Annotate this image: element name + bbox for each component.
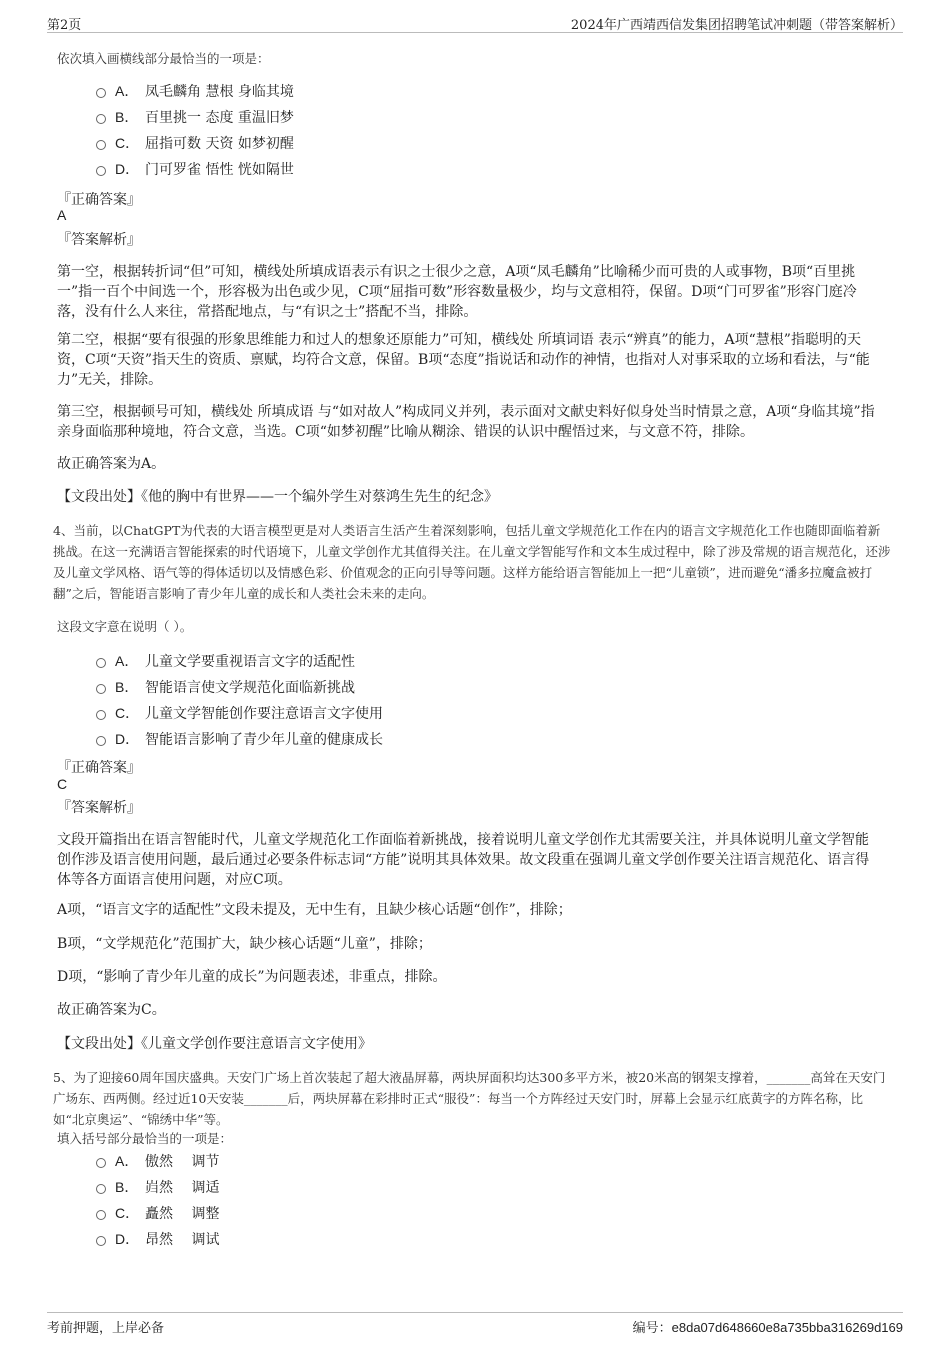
- radio-icon[interactable]: [96, 1184, 106, 1194]
- radio-icon[interactable]: [96, 1210, 106, 1220]
- radio-icon[interactable]: [96, 736, 106, 746]
- radio-icon[interactable]: [96, 658, 106, 668]
- page-number: 第2页: [47, 18, 82, 33]
- q4-analysis-conclusion: 故正确答案为C。: [57, 1002, 166, 1018]
- q5-option-d[interactable]: [96, 1226, 219, 1252]
- q5-prompt: 填入括号部分最恰当的一项是：: [57, 1131, 233, 1146]
- q4-analysis-p4: D项，“影响了青少年儿童的成长”为问题表述，非重点，排除。: [57, 969, 447, 985]
- option-text: 凤毛麟角 慧根 身临其境: [145, 84, 294, 100]
- radio-icon[interactable]: [96, 1236, 106, 1246]
- q4-text: 4、当前，以ChatGPT为代表的大语言模型更是对人类语言生活产生着深刻影响，包括儿童文学规范化工作在内的语言文字规范化工作也随即面临着新挑战。在这一充满语言智能探索的时代语境下，儿童文学创作尤其值得关注。在儿童文学智能写作和文本生成过程中，除了涉及常规的语言规范化，还涉及儿童文学风格、语气等的得体适切以及情感色彩、价值观念的正向引导等问题。这样方能给语言智能加上一把“儿童锁”，进而避免“潘多拉魔盒被打翻”之后，智能语言影响了青少年儿童的成长和人类社会未来的走向。: [53, 523, 891, 601]
- q3-analysis-p2: 第二空，根据“要有很强的形象思维能力和过人的想象还原能力”可知，横线处 所填词语 表示“辨真”的能力，A项“慧根”指聪明的天资，C项“天资”指天生的资质、禀赋，均符合文意，保留。B项“态度”指说话和动作的神情，也指对人对事采取的立场和看法，与“能力”无关，排除。: [57, 332, 870, 388]
- q3-source: 【文段出处】《他的胸中有世界——一个编外学生对蔡鸿生先生的纪念》: [57, 489, 498, 505]
- q4-answer: C: [57, 776, 68, 792]
- option-letter: D．: [115, 731, 140, 747]
- code-value: e8da07d648660e8a735bba316269d169: [671, 1320, 903, 1335]
- q4-analysis-p3: B项，“文学规范化”范围扩大，缺少核心话题“儿童”，排除；: [57, 936, 432, 952]
- q3-option-b[interactable]: [96, 104, 294, 130]
- option-text: 昂然 调试: [145, 1232, 220, 1248]
- option-text: 百里挑一 态度 重温旧梦: [145, 110, 294, 126]
- option-letter: B．: [115, 679, 139, 695]
- radio-icon[interactable]: [96, 1158, 106, 1168]
- q3-prompt: 依次填入画横线部分最恰当的一项是：: [57, 51, 270, 66]
- option-letter: A．: [115, 653, 139, 669]
- q5-text: 5、为了迎接60周年国庆盛典。天安门广场上首次装起了超大液晶屏幕，两块屏面积均达300多平方米，被20米高的钢架支撑着，_______高耸在天安门广场东、西两侧。经过近10天安装_______后，两块屏幕在彩排时正式“服役”：每当一个方阵经过天安门时，屏幕上会显示红底黄字的方阵名称，比如“北京奥运”、“锦绣中华”等。: [53, 1070, 886, 1127]
- q5-option-c[interactable]: [96, 1200, 219, 1226]
- page-footer: [47, 1312, 903, 1339]
- option-text: 傲然 调节: [145, 1154, 220, 1170]
- q4-prompt: 这段文字意在说明（ ）。: [57, 619, 193, 634]
- radio-icon[interactable]: [96, 140, 106, 150]
- option-text: 儿童文学要重视语言文字的适配性: [145, 654, 355, 670]
- option-text: 儿童文学智能创作要注意语言文字使用: [145, 706, 383, 722]
- radio-icon[interactable]: [96, 88, 106, 98]
- option-letter: A．: [115, 83, 139, 99]
- radio-icon[interactable]: [96, 710, 106, 720]
- q3-answer: A: [57, 207, 67, 223]
- option-text: 岿然 调适: [145, 1180, 220, 1196]
- q5-options: [96, 1148, 219, 1252]
- option-text: 门可罗雀 悟性 恍如隔世: [145, 162, 294, 178]
- q4-option-d[interactable]: [96, 726, 383, 752]
- code-label: 编号：: [632, 1321, 672, 1336]
- q4-source: 【文段出处】《儿童文学创作要注意语言文字使用》: [57, 1036, 372, 1052]
- q4-option-a[interactable]: [96, 648, 383, 674]
- option-letter: D．: [115, 161, 140, 177]
- q3-options: [96, 78, 294, 182]
- radio-icon[interactable]: [96, 114, 106, 124]
- q4-option-c[interactable]: [96, 700, 383, 726]
- q3-analysis-p3: 第三空，根据顿号可知，横线处 所填成语 与“如对故人”构成同义并列，表示面对文献史料好似身处当时情景之意，A项“身临其境”指亲身面临那种境地，符合文意，当选。C项“如梦初醒”比喻从糊涂、错误的认识中醒悟过来，与文意不符，排除。: [57, 404, 875, 440]
- option-letter: C．: [115, 135, 140, 151]
- q3-option-a[interactable]: [96, 78, 294, 104]
- option-letter: B．: [115, 1179, 139, 1195]
- q3-answer-label: 『正确答案』: [57, 192, 141, 208]
- q3-analysis-label: 『答案解析』: [57, 232, 141, 248]
- footer-slogan: 考前押题，上岸必备: [47, 1321, 165, 1336]
- option-letter: C．: [115, 1205, 140, 1221]
- option-text: 矗然 调整: [145, 1206, 220, 1222]
- q3-analysis-p1: 第一空，根据转折词“但”可知，横线处所填成语表示有识之士很少之意，A项“凤毛麟角”比喻稀少而可贵的人或事物，B项“百里挑一”指一百个中间选一个，形容极为出色或少见，C项“屈指可数”形容数量极少，均与文意相符，保留。D项“门可罗雀”形容门庭冷落，没有什么人来往，常搭配地点，与“有识之士”搭配不当，排除。: [57, 264, 857, 320]
- q4-analysis-p1: 文段开篇指出在语言智能时代，儿童文学规范化工作面临着新挑战，接着说明儿童文学创作尤其需要关注，并具体说明儿童文学智能创作涉及语言使用问题，最后通过必要条件标志词“方能”说明其具体效果。故文段重在强调儿童文学创作要关注语言规范化、语言得体等各方面语言使用问题，对应C项。: [57, 832, 870, 888]
- q3-analysis-conclusion: 故正确答案为A。: [57, 456, 166, 472]
- q4-options: [96, 648, 383, 752]
- q3-option-d[interactable]: [96, 156, 294, 182]
- q3-option-c[interactable]: [96, 130, 294, 156]
- option-letter: A．: [115, 1153, 139, 1169]
- radio-icon[interactable]: [96, 166, 106, 176]
- q5-option-a[interactable]: [96, 1148, 219, 1174]
- radio-icon[interactable]: [96, 684, 106, 694]
- document-title: 2024年广西靖西信发集团招聘笔试冲刺题（带答案解析）: [570, 18, 903, 33]
- page-header: [47, 12, 903, 33]
- document-code: [633, 1317, 903, 1336]
- option-letter: C．: [115, 705, 140, 721]
- option-text: 智能语言使文学规范化面临新挑战: [145, 680, 355, 696]
- q5-option-b[interactable]: [96, 1174, 219, 1200]
- q4-analysis-label: 『答案解析』: [57, 800, 141, 816]
- q4-answer-label: 『正确答案』: [57, 760, 141, 776]
- option-text: 屈指可数 天资 如梦初醒: [145, 136, 294, 152]
- q4-option-b[interactable]: [96, 674, 383, 700]
- option-letter: D．: [115, 1231, 140, 1247]
- option-text: 智能语言影响了青少年儿童的健康成长: [145, 732, 383, 748]
- option-letter: B．: [115, 109, 139, 125]
- q4-analysis-p2: A项，“语言文字的适配性”文段未提及，无中生有，且缺少核心话题“创作”，排除；: [57, 902, 572, 918]
